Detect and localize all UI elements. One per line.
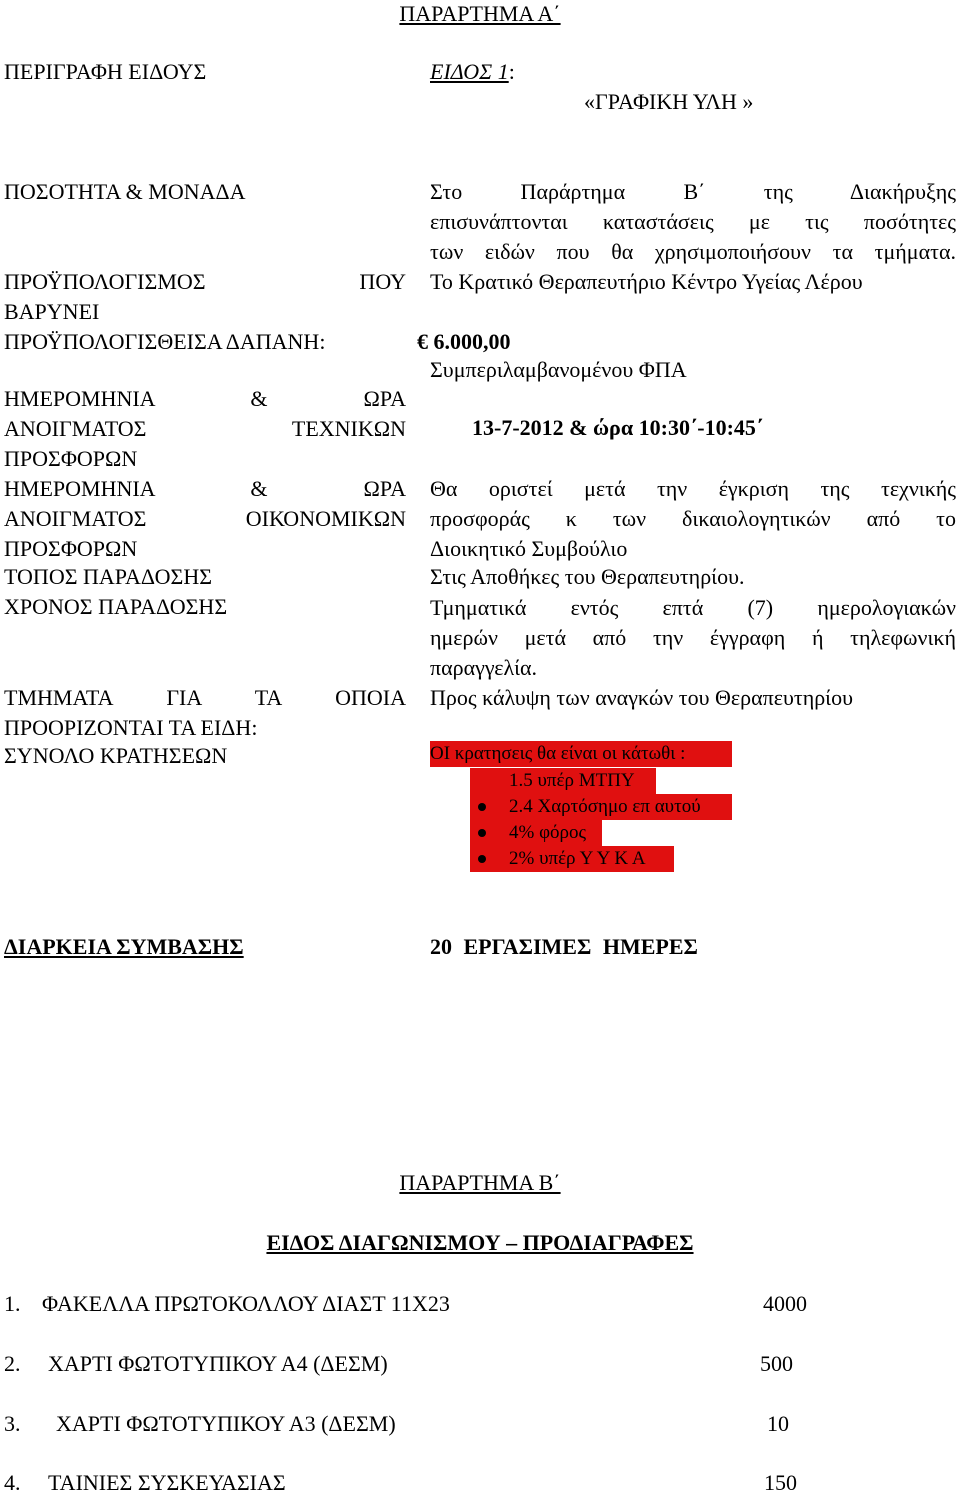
deduction-item: 2% υπέρ Υ Υ Κ Α bbox=[470, 846, 674, 872]
annex-item-number: 1. bbox=[4, 1291, 21, 1316]
technical-opening-value: 13-7-2012 & ώρα 10:30΄-10:45΄ bbox=[472, 415, 764, 440]
technical-opening-label-line: ΠΡΟΣΦΟΡΩΝ bbox=[4, 446, 138, 471]
vat-note: Συμπεριλαμβανομένου ΦΠΑ bbox=[430, 357, 687, 382]
budget-value: Το Κρατικό Θεραπευτήριο Κέντρο Υγείας Λέρου bbox=[430, 269, 863, 294]
delivery-time-value bbox=[430, 593, 956, 683]
annex-item-number: 2. bbox=[4, 1351, 21, 1376]
item-label: ΕΙΔΟΣ 1 bbox=[430, 59, 509, 84]
technical-opening-label bbox=[4, 384, 406, 474]
annex-item-number: 4. bbox=[4, 1470, 21, 1495]
annex-item-quantity: 150 bbox=[764, 1470, 797, 1495]
departments-label-line: ΠΡΟΟΡΙΖΟΝΤΑΙ ΤΑ ΕΙΔΗ: bbox=[4, 715, 258, 740]
departments-label bbox=[4, 683, 406, 743]
page-title: ΠΑΡΑΡΤΗΜΑ Α΄ bbox=[399, 1, 561, 26]
delivery-place-label: ΤΟΠΟΣ ΠΑΡΑΔΟΣΗΣ bbox=[4, 564, 213, 589]
annex-item-name: ΧΑΡΤΙ ΦΩΤΟΤΥΠΙΚΟΥ Α3 (ΔΕΣΜ) bbox=[56, 1411, 396, 1436]
budget-label-line: ΒΑΡΥΝΕΙ bbox=[4, 299, 100, 324]
delivery-time-value-line: Τμηματικά εντός επτά (7) ημερολογιακών bbox=[430, 595, 956, 620]
duration-label: ΔΙΑΡΚΕΙΑ ΣΥΜΒΑΣΗΣ bbox=[4, 934, 244, 959]
annex-item-quantity: 10 bbox=[767, 1411, 789, 1436]
departments-label-line: ΤΜΗΜΑΤΑ ΓΙΑ ΤΑ ΟΠΟΙΑ bbox=[4, 685, 406, 710]
financial-opening-value bbox=[430, 474, 956, 564]
annex-b-title: ΠΑΡΑΡΤΗΜΑ Β΄ bbox=[399, 1170, 561, 1195]
annex-item-name: ΧΑΡΤΙ ΦΩΤΟΤΥΠΙΚΟΥ Α4 (ΔΕΣΜ) bbox=[48, 1351, 388, 1376]
deductions-label: ΣΥΝΟΛΟ ΚΡΑΤΗΣΕΩΝ bbox=[4, 743, 228, 768]
quantity-value-line: των ειδών που θα χρησιμοποιήσουν τα τμήματα. bbox=[430, 239, 956, 264]
quantity-value-line: Στο Παράρτημα Β΄ της Διακήρυξης bbox=[430, 179, 956, 204]
description-label: ΠΕΡΙΓΡΑΦΗ ΕΙΔΟΥΣ bbox=[4, 59, 207, 84]
estimated-cost-label: ΠΡΟΫΠΟΛΟΓΙΣΘΕΙΣΑ ΔΑΠΑΝΗ: bbox=[4, 329, 326, 354]
item-name: «ΓΡΑΦΙΚΗ ΥΛΗ » bbox=[584, 89, 754, 114]
deduction-item: 2.4 Χαρτόσημο επ αυτού bbox=[470, 794, 732, 820]
annex-item-name: ΦΑΚΕΛΛΑ ΠΡΩΤΟΚΟΛΛΟΥ ΔΙΑΣΤ 11Χ23 bbox=[42, 1291, 450, 1316]
item-label-suffix: : bbox=[508, 59, 515, 84]
delivery-time-value-line: ημερών μετά από την έγγραφη ή τηλεφωνική bbox=[430, 625, 956, 650]
delivery-time-value-line: παραγγελία. bbox=[430, 655, 538, 680]
departments-value: Προς κάλυψη των αναγκών του Θεραπευτηρίου bbox=[430, 685, 853, 710]
financial-opening-value-line: Θα οριστεί μετά την έγκριση της τεχνικής bbox=[430, 476, 956, 501]
deductions-heading: ΟΙ κρατησεις θα είναι οι κάτωθι : bbox=[430, 741, 732, 767]
budget-label bbox=[4, 267, 406, 327]
budget-label-line: ΠΡΟΫΠΟΛΟΓΙΣΜΟΣ ΠΟΥ bbox=[4, 269, 406, 294]
annex-item-name: ΤΑΙΝΙΕΣ ΣΥΣΚΕΥΑΣΙΑΣ bbox=[48, 1470, 286, 1495]
financial-opening-label-line: ΗΜΕΡΟΜΗΝΙΑ & ΩΡΑ bbox=[4, 476, 406, 501]
annex-item-quantity: 500 bbox=[760, 1351, 793, 1376]
financial-opening-label-line: ΠΡΟΣΦΟΡΩΝ bbox=[4, 536, 138, 561]
item-label-line bbox=[430, 58, 515, 86]
quantity-label: ΠΟΣΟΤΗΤΑ & ΜΟΝΑΔΑ bbox=[4, 179, 246, 204]
financial-opening-value-line: Διοικητικό Συμβούλιο bbox=[430, 536, 628, 561]
financial-opening-label bbox=[4, 474, 406, 564]
technical-opening-label-line: ΗΜΕΡΟΜΗΝΙΑ & ΩΡΑ bbox=[4, 386, 406, 411]
deduction-item: 1.5 υπέρ ΜΤΠΥ bbox=[470, 768, 656, 794]
bullet-icon bbox=[478, 829, 486, 837]
bullet-icon bbox=[478, 803, 486, 811]
annex-b-subtitle: ΕΙΔΟΣ ΔΙΑΓΩΝΙΣΜΟΥ – ΠΡΟΔΙΑΓΡΑΦΕΣ bbox=[266, 1230, 694, 1255]
quantity-value-line: επισυνάπτονται καταστάσεις με τις ποσότητες bbox=[430, 209, 956, 234]
annex-item-number: 3. bbox=[4, 1411, 21, 1436]
annex-item-quantity: 4000 bbox=[763, 1291, 807, 1316]
quantity-value bbox=[430, 177, 956, 267]
estimated-cost-value: € 6.000,00 bbox=[417, 329, 511, 354]
delivery-time-label: ΧΡΟΝΟΣ ΠΑΡΑΔΟΣΗΣ bbox=[4, 594, 228, 619]
technical-opening-label-line: ΑΝΟΙΓΜΑΤΟΣ ΤΕΧΝΙΚΩΝ bbox=[4, 416, 406, 441]
financial-opening-label-line: ΑΝΟΙΓΜΑΤΟΣ ΟΙΚΟΝΟΜΙΚΩΝ bbox=[4, 506, 406, 531]
duration-value: 20 ΕΡΓΑΣΙΜΕΣ ΗΜΕΡΕΣ bbox=[430, 934, 698, 959]
bullet-icon bbox=[478, 855, 486, 863]
financial-opening-value-line: προσφοράς κ των δικαιολογητικών από το bbox=[430, 506, 956, 531]
deduction-item: 4% φόρος bbox=[470, 820, 602, 846]
delivery-place-value: Στις Αποθήκες του Θεραπευτηρίου. bbox=[430, 564, 745, 589]
